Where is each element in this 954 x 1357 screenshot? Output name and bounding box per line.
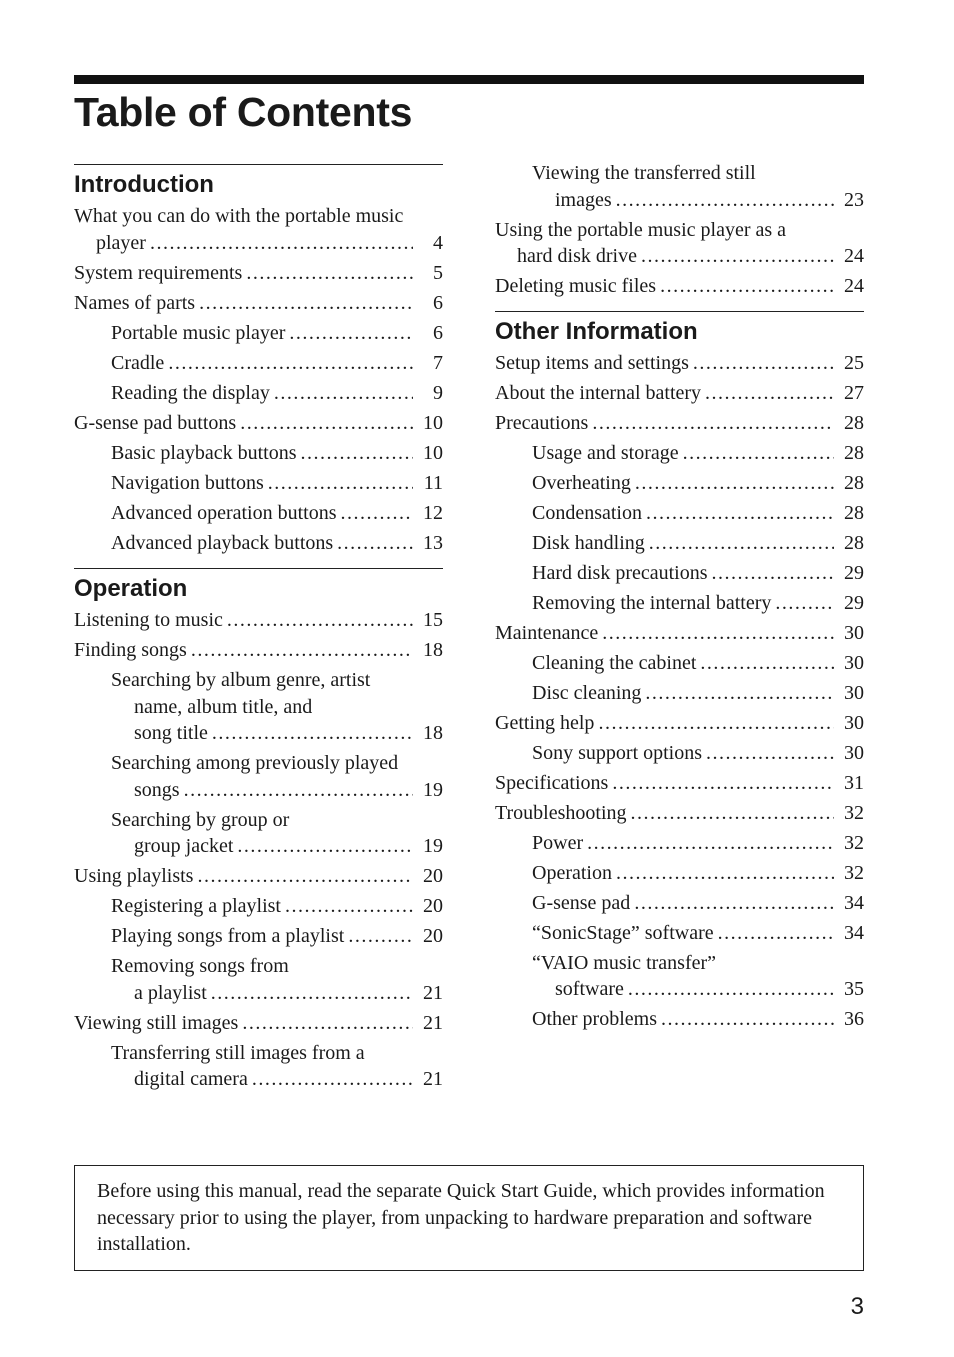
toc-page-number: 28 bbox=[844, 501, 864, 524]
toc-entry-line bbox=[532, 976, 864, 1003]
toc-entry-line bbox=[495, 800, 864, 827]
toc-entry-listening-to-music[interactable] bbox=[74, 607, 443, 634]
toc-entry-line bbox=[495, 243, 864, 270]
dot-leader bbox=[197, 863, 413, 890]
toc-entry-line bbox=[111, 500, 443, 527]
toc-page-number: 9 bbox=[433, 381, 443, 404]
toc-entry-text: Power bbox=[532, 831, 584, 854]
toc-entry-line bbox=[532, 590, 864, 617]
toc-page-number: 30 bbox=[844, 711, 864, 734]
toc-entry-transferring-still-images-from-a-digital-camera[interactable] bbox=[74, 1040, 443, 1093]
dot-leader bbox=[616, 860, 834, 887]
toc-page-number: 11 bbox=[423, 471, 443, 494]
toc-entry-condensation[interactable] bbox=[495, 500, 864, 527]
toc-entry-line bbox=[532, 1006, 864, 1033]
dot-leader bbox=[645, 680, 834, 707]
toc-entry-text: Sony support options bbox=[532, 741, 703, 764]
dot-leader bbox=[705, 380, 834, 407]
toc-entry-overheating[interactable] bbox=[495, 470, 864, 497]
toc-entry-what-you-can-do-with-the-portable-music-player[interactable] bbox=[74, 203, 443, 256]
toc-entry-text: Removing the internal battery bbox=[532, 591, 772, 614]
toc-entry-text: images bbox=[555, 188, 612, 211]
dot-leader bbox=[616, 187, 834, 214]
toc-entry-finding-songs[interactable] bbox=[74, 637, 443, 664]
toc-entry-removing-the-internal-battery[interactable] bbox=[495, 590, 864, 617]
dot-leader bbox=[199, 290, 413, 317]
toc-page-number: 10 bbox=[423, 411, 443, 434]
dot-leader bbox=[212, 720, 413, 747]
toc-entry-using-playlists[interactable] bbox=[74, 863, 443, 890]
toc-page-number: 15 bbox=[423, 609, 443, 631]
toc-entry-text: Overheating bbox=[532, 471, 631, 494]
toc-entry-line bbox=[532, 890, 864, 917]
toc-entry-vaio-music-transfer-software[interactable] bbox=[495, 950, 864, 1003]
toc-entry-line bbox=[74, 290, 443, 317]
toc-page-number: 34 bbox=[844, 891, 864, 914]
toc-entry-text: System requirements bbox=[74, 261, 243, 284]
toc-entry-line bbox=[111, 720, 443, 747]
toc-entry-text: digital camera bbox=[134, 1068, 248, 1090]
toc-entry-line bbox=[74, 863, 443, 890]
toc-entry-line bbox=[111, 923, 443, 950]
toc-entry-sonicstage-software[interactable] bbox=[495, 920, 864, 947]
dot-leader bbox=[285, 893, 413, 920]
toc-entry-text: Cradle bbox=[111, 351, 165, 374]
dot-leader bbox=[634, 890, 834, 917]
toc-entry-sony-support-options[interactable] bbox=[495, 740, 864, 767]
toc-page-number: 27 bbox=[844, 381, 864, 404]
dot-leader bbox=[246, 260, 413, 287]
toc-page-number: 30 bbox=[844, 621, 864, 644]
dot-leader bbox=[646, 500, 834, 527]
toc-entry-text: Setup items and settings bbox=[495, 351, 689, 374]
toc-page-number: 31 bbox=[844, 771, 864, 794]
dot-leader bbox=[274, 380, 413, 407]
dot-leader bbox=[337, 530, 413, 557]
title-rule bbox=[74, 75, 864, 84]
dot-leader bbox=[683, 440, 834, 467]
toc-entry-advanced-playback-buttons[interactable] bbox=[74, 530, 443, 557]
toc-entry-text: hard disk drive bbox=[517, 245, 637, 267]
dot-leader bbox=[301, 440, 413, 467]
dot-leader bbox=[706, 740, 834, 767]
toc-entry-specifications[interactable] bbox=[495, 770, 864, 797]
toc-page-number: 35 bbox=[844, 978, 864, 1000]
toc-entry-text: a playlist bbox=[134, 981, 207, 1004]
toc-page-number: 30 bbox=[844, 741, 864, 764]
toc-entry-text: Searching among previously played bbox=[111, 752, 399, 774]
toc-entry-line bbox=[495, 273, 864, 300]
toc-entry-other-problems[interactable] bbox=[495, 1006, 864, 1033]
toc-page-number: 6 bbox=[433, 291, 443, 314]
toc-entry-line bbox=[495, 620, 864, 647]
toc-entry-text: Getting help bbox=[495, 711, 595, 734]
dot-leader bbox=[211, 980, 413, 1007]
toc-page-number: 23 bbox=[844, 188, 864, 211]
toc-continued-entries bbox=[495, 160, 864, 300]
quick-start-note: Before using this manual, read the separate Quick Start Guide, which provides information necessary prior to using the player, from unpacking to hardware preparation and software installation. bbox=[74, 1165, 864, 1271]
toc-entry-line bbox=[74, 607, 443, 634]
toc-page-number: 21 bbox=[423, 1011, 443, 1034]
toc-entry-line bbox=[495, 350, 864, 377]
dot-leader bbox=[289, 320, 413, 347]
dot-leader bbox=[631, 800, 834, 827]
dot-leader bbox=[649, 530, 834, 557]
toc-entry-line bbox=[74, 410, 443, 437]
toc-entry-line bbox=[111, 440, 443, 467]
toc-page-number: 28 bbox=[844, 441, 864, 464]
dot-leader bbox=[641, 243, 834, 270]
dot-leader bbox=[240, 410, 413, 437]
toc-page-number: 6 bbox=[433, 321, 443, 344]
dot-leader bbox=[712, 560, 834, 587]
toc-entry-troubleshooting[interactable] bbox=[495, 800, 864, 827]
dot-leader bbox=[700, 650, 834, 677]
dot-leader bbox=[268, 470, 413, 497]
toc-entry-line bbox=[532, 740, 864, 767]
toc-entry-text: Specifications bbox=[495, 771, 609, 794]
toc-entry-line bbox=[495, 410, 864, 437]
toc-entry-names-of-parts[interactable] bbox=[74, 290, 443, 317]
toc-page-number: 28 bbox=[844, 531, 864, 554]
toc-page-number: 29 bbox=[844, 561, 864, 584]
toc-entry-text: Disc cleaning bbox=[532, 681, 642, 704]
toc-page-number: 36 bbox=[844, 1008, 864, 1030]
dot-leader bbox=[191, 637, 413, 664]
toc-entry-text: Listening to music bbox=[74, 609, 223, 631]
toc-page-number: 4 bbox=[433, 231, 443, 254]
toc-entry-text: Other problems bbox=[532, 1008, 657, 1030]
toc-page-number: 32 bbox=[844, 801, 864, 824]
dot-leader bbox=[184, 777, 413, 804]
toc-entry-navigation-buttons[interactable] bbox=[74, 470, 443, 497]
toc-entry-text: Playing songs from a playlist bbox=[111, 925, 345, 947]
toc-entry-text: G-sense pad buttons bbox=[74, 411, 237, 434]
toc-entry-text: Precautions bbox=[495, 411, 589, 434]
toc-entry-cleaning-the-cabinet[interactable] bbox=[495, 650, 864, 677]
toc-entry-text: Viewing still images bbox=[74, 1011, 239, 1034]
toc-entry-searching-by-album-genre-artist-name-album-title-and-song-title[interactable] bbox=[74, 667, 443, 747]
toc-entry-line bbox=[532, 920, 864, 947]
toc-entry-getting-help[interactable] bbox=[495, 710, 864, 737]
dot-leader bbox=[628, 976, 834, 1003]
toc-entry-text: name, album title, and bbox=[134, 695, 313, 718]
toc-entry-disk-handling[interactable] bbox=[495, 530, 864, 557]
toc-left-column bbox=[74, 164, 443, 1105]
toc-entry-advanced-operation-buttons[interactable] bbox=[74, 500, 443, 527]
toc-entry-text: Finding songs bbox=[74, 639, 187, 661]
toc-entry-line bbox=[532, 830, 864, 857]
dot-leader bbox=[242, 1010, 413, 1037]
toc-page-number: 12 bbox=[423, 501, 443, 524]
toc-entry-basic-playback-buttons[interactable] bbox=[74, 440, 443, 467]
section-heading: Introduction bbox=[74, 171, 214, 198]
toc-entry-text: Viewing the transferred still bbox=[532, 162, 756, 184]
toc-entry-removing-songs-from-a-playlist[interactable] bbox=[74, 953, 443, 1006]
toc-entry-text: Hard disk precautions bbox=[532, 561, 708, 584]
toc-entry-line bbox=[532, 560, 864, 587]
toc-page-number: 19 bbox=[423, 835, 443, 857]
toc-entry-text: group jacket bbox=[134, 835, 234, 857]
toc-entry-setup-items-and-settings[interactable] bbox=[495, 350, 864, 377]
toc-entry-power[interactable] bbox=[495, 830, 864, 857]
toc-entry-text: Using the portable music player as a bbox=[495, 218, 787, 241]
toc-page-number: 18 bbox=[423, 722, 443, 744]
toc-entry-line bbox=[111, 320, 443, 347]
toc-entry-text: Basic playback buttons bbox=[111, 441, 297, 464]
dot-leader bbox=[598, 710, 834, 737]
toc-page-number: 21 bbox=[423, 1068, 443, 1090]
toc-entry-searching-among-previously-played-songs[interactable] bbox=[74, 750, 443, 803]
toc-entry-line bbox=[74, 637, 443, 664]
toc-entry-text: Searching by album genre, artist bbox=[111, 669, 371, 691]
toc-entry-line bbox=[532, 187, 864, 214]
toc-section-other-information bbox=[495, 311, 864, 1033]
toc-entry-text: Advanced operation buttons bbox=[111, 501, 337, 524]
toc-entry-text: “VAIO music transfer” bbox=[532, 951, 717, 974]
dot-leader bbox=[587, 830, 834, 857]
toc-page-number: 32 bbox=[844, 861, 864, 884]
toc-entry-text: Maintenance bbox=[495, 621, 599, 644]
toc-page-number: 24 bbox=[844, 245, 864, 267]
toc-entry-viewing-still-images[interactable] bbox=[74, 1010, 443, 1037]
toc-entry-line bbox=[111, 980, 443, 1007]
toc-entry-text: Transferring still images from a bbox=[111, 1041, 365, 1064]
toc-page-number: 32 bbox=[844, 831, 864, 854]
dot-leader bbox=[602, 620, 834, 647]
toc-entry-cradle[interactable] bbox=[74, 350, 443, 377]
dot-leader bbox=[635, 470, 834, 497]
page-number: 3 bbox=[850, 1293, 864, 1320]
toc-entry-text: Operation bbox=[532, 861, 612, 884]
toc-entry-line bbox=[111, 833, 443, 860]
toc-entry-line bbox=[532, 500, 864, 527]
dot-leader bbox=[348, 923, 413, 950]
toc-entry-viewing-the-transferred-still-images[interactable] bbox=[495, 160, 864, 213]
toc-entry-using-the-portable-music-player-as-a-hard-disk-drive[interactable] bbox=[495, 217, 864, 270]
toc-section-operation bbox=[74, 568, 443, 1093]
dot-leader bbox=[237, 833, 413, 860]
toc-page-number: 25 bbox=[844, 351, 864, 374]
toc-entry-text: Removing songs from bbox=[111, 955, 289, 977]
toc-entry-text: song title bbox=[134, 722, 208, 744]
toc-right-column bbox=[495, 160, 864, 1045]
toc-entry-text: Portable music player bbox=[111, 321, 286, 344]
toc-page-number: 10 bbox=[423, 441, 443, 464]
toc-entry-line bbox=[532, 650, 864, 677]
toc-entry-line bbox=[111, 777, 443, 804]
dot-leader bbox=[150, 230, 413, 257]
toc-entry-reading-the-display[interactable] bbox=[74, 380, 443, 407]
toc-entry-line bbox=[532, 530, 864, 557]
dot-leader bbox=[592, 410, 834, 437]
toc-entry-line bbox=[111, 380, 443, 407]
toc-page-number: 20 bbox=[423, 895, 443, 917]
toc-entry-text: Navigation buttons bbox=[111, 471, 264, 494]
toc-entry-line bbox=[495, 380, 864, 407]
toc-entry-text: Names of parts bbox=[74, 291, 196, 314]
toc-section-introduction bbox=[74, 164, 443, 556]
toc-entry-line bbox=[74, 230, 443, 257]
toc-entry-text: G-sense pad bbox=[532, 891, 631, 914]
toc-entry-line bbox=[111, 350, 443, 377]
toc-page-number: 28 bbox=[844, 471, 864, 494]
toc-entry-line bbox=[74, 1010, 443, 1037]
toc-entry-text: What you can do with the portable music bbox=[74, 205, 404, 227]
toc-page-number: 34 bbox=[844, 921, 864, 944]
toc-entry-text: About the internal battery bbox=[495, 381, 702, 404]
page-title: Table of Contents bbox=[74, 89, 413, 135]
toc-page-number: 7 bbox=[433, 351, 443, 374]
toc-entry-text: software bbox=[555, 978, 624, 1000]
toc-entry-about-the-internal-battery[interactable] bbox=[495, 380, 864, 407]
toc-entry-registering-a-playlist[interactable] bbox=[74, 893, 443, 920]
toc-entry-g-sense-pad[interactable] bbox=[495, 890, 864, 917]
dot-leader bbox=[252, 1066, 413, 1093]
toc-entry-precautions[interactable] bbox=[495, 410, 864, 437]
toc-page-number: 13 bbox=[423, 531, 443, 554]
toc-entry-line bbox=[111, 470, 443, 497]
toc-entry-maintenance[interactable] bbox=[495, 620, 864, 647]
dot-leader bbox=[661, 1006, 834, 1033]
toc-entry-system-requirements[interactable] bbox=[74, 260, 443, 287]
toc-page-number: 29 bbox=[844, 591, 864, 614]
toc-page-number: 20 bbox=[423, 865, 443, 887]
dot-leader bbox=[693, 350, 834, 377]
toc-entry-searching-by-group-or-group-jacket[interactable] bbox=[74, 807, 443, 860]
toc-entry-line bbox=[111, 893, 443, 920]
toc-entry-playing-songs-from-a-playlist[interactable] bbox=[74, 923, 443, 950]
toc-entry-portable-music-player[interactable] bbox=[74, 320, 443, 347]
section-heading: Operation bbox=[74, 575, 188, 602]
toc-entry-disc-cleaning[interactable] bbox=[495, 680, 864, 707]
toc-entry-text: Reading the display bbox=[111, 381, 270, 404]
toc-entry-line bbox=[532, 680, 864, 707]
dot-leader bbox=[227, 607, 413, 634]
toc-entry-text: player bbox=[96, 231, 146, 254]
toc-page-number: 20 bbox=[423, 925, 443, 947]
toc-entry-deleting-music-files[interactable] bbox=[495, 273, 864, 300]
toc-entry-text: Cleaning the cabinet bbox=[532, 651, 697, 674]
toc-page-number: 18 bbox=[423, 639, 443, 661]
toc-entry-text: Searching by group or bbox=[111, 808, 290, 831]
toc-page-number: 30 bbox=[844, 651, 864, 674]
toc-entry-line bbox=[111, 1066, 443, 1093]
toc-entry-text: songs bbox=[134, 778, 180, 801]
toc-entry-text: Deleting music files bbox=[495, 275, 657, 297]
dot-leader bbox=[660, 273, 834, 300]
dot-leader bbox=[341, 500, 414, 527]
toc-entry-line bbox=[74, 260, 443, 287]
toc-entry-text: “SonicStage” software bbox=[532, 921, 714, 944]
toc-entry-g-sense-pad-buttons[interactable] bbox=[74, 410, 443, 437]
dot-leader bbox=[612, 770, 834, 797]
toc-entry-line bbox=[495, 710, 864, 737]
toc-entry-text: Disk handling bbox=[532, 531, 645, 554]
toc-entry-usage-and-storage[interactable] bbox=[495, 440, 864, 467]
dot-leader bbox=[718, 920, 834, 947]
toc-entry-text: Condensation bbox=[532, 501, 642, 524]
toc-entry-line bbox=[532, 470, 864, 497]
toc-entry-text: Using playlists bbox=[74, 865, 194, 887]
toc-entry-text: Troubleshooting bbox=[495, 801, 627, 824]
toc-entry-text: Usage and storage bbox=[532, 441, 679, 464]
toc-entry-hard-disk-precautions[interactable] bbox=[495, 560, 864, 587]
toc-page-number: 28 bbox=[844, 411, 864, 434]
toc-page-number: 5 bbox=[433, 261, 443, 284]
dot-leader bbox=[775, 590, 834, 617]
toc-page-number: 19 bbox=[423, 778, 443, 801]
toc-entry-line bbox=[532, 860, 864, 887]
toc-entry-line bbox=[532, 440, 864, 467]
toc-entry-operation[interactable] bbox=[495, 860, 864, 887]
toc-page-number: 30 bbox=[844, 681, 864, 704]
toc-entry-text: Registering a playlist bbox=[111, 895, 281, 917]
toc-entry-line bbox=[495, 770, 864, 797]
dot-leader bbox=[168, 350, 413, 377]
toc-entry-text: Advanced playback buttons bbox=[111, 531, 334, 554]
section-heading: Other Information bbox=[495, 317, 698, 345]
toc-page-number: 21 bbox=[423, 981, 443, 1004]
toc-entry-line bbox=[111, 530, 443, 557]
toc-page-number: 24 bbox=[844, 275, 864, 297]
